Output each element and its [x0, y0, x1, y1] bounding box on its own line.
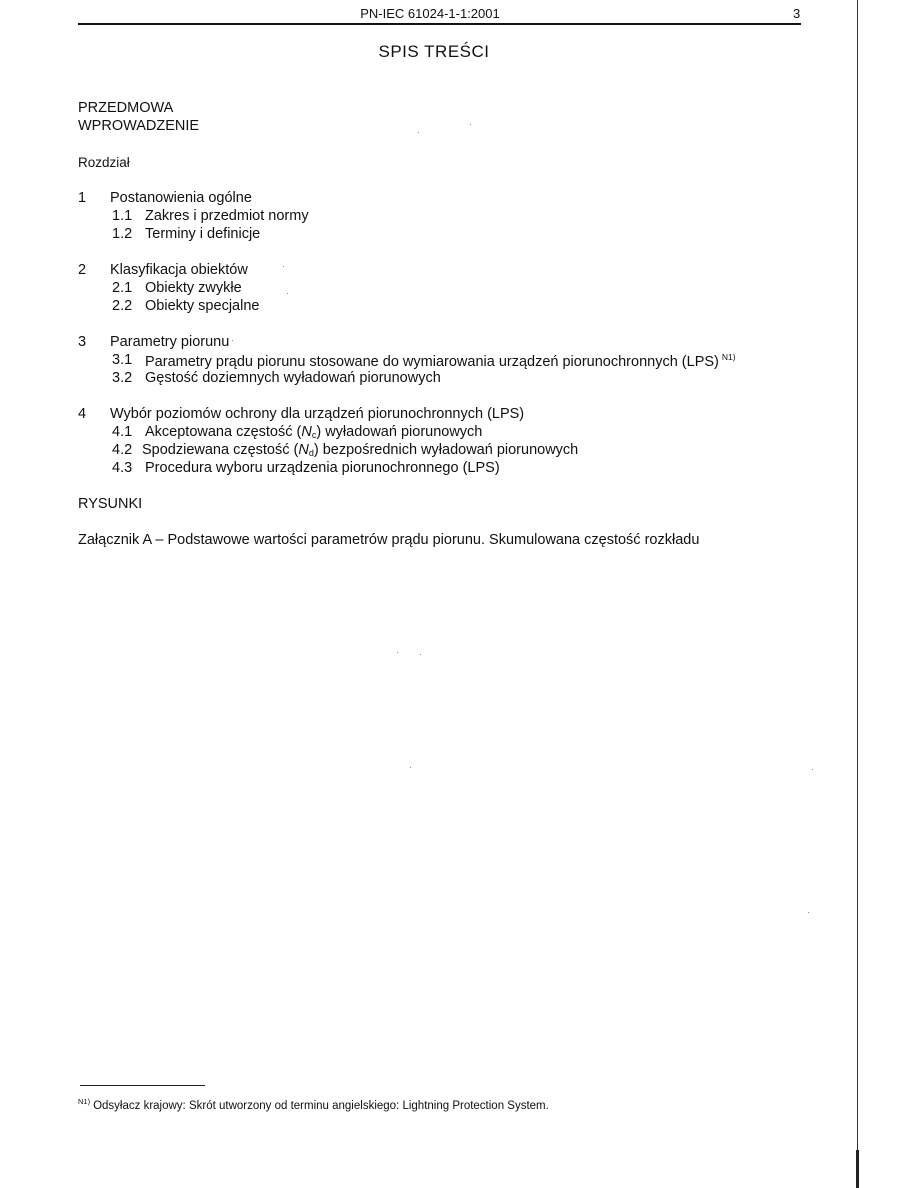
section-title: Zakres i przedmiot normy: [145, 208, 309, 224]
scan-speck: [287, 293, 288, 294]
section-title-part: Spodziewana częstość (: [142, 442, 299, 458]
section-number: 3.2: [112, 370, 133, 386]
section-number: 3.1: [112, 352, 133, 368]
footnote-reference: N1): [721, 352, 736, 362]
chapter-number: 2: [78, 262, 87, 278]
scan-speck: [812, 769, 813, 770]
scan-speck: [397, 652, 398, 653]
section-title-with-symbol: [145, 424, 482, 440]
section-title: Gęstość doziemnych wyładowań piorunowych: [145, 370, 441, 386]
footnote: [78, 1097, 549, 1112]
section-title-with-symbol: [142, 442, 578, 458]
scan-speck: [808, 912, 809, 913]
section-title-part: Akceptowana częstość (: [145, 424, 302, 440]
section-title-with-footnote: [145, 352, 736, 370]
section-title-part: ) bezpośrednich wyładowań piorunowych: [313, 442, 579, 458]
scan-edge-line: [857, 0, 858, 1188]
section-title: Obiekty zwykłe: [145, 280, 242, 296]
scan-speck: [418, 132, 419, 133]
section-number: 2.2: [112, 298, 133, 314]
symbol: N: [298, 442, 309, 458]
scan-speck: [470, 124, 471, 125]
symbol: N: [301, 424, 312, 440]
section-title: Procedura wyboru urządzenia piorunochronnego (LPS): [145, 460, 500, 476]
footnote-marker: N1): [78, 1097, 91, 1106]
chapter-number: 1: [78, 190, 87, 206]
header-document-code: PN-IEC 61024-1-1:2001: [360, 6, 500, 21]
section-number: 4.2: [112, 442, 133, 458]
section-title: Parametry prądu piorunu stosowane do wymiarowania urządzeń piorunochronnych (LPS): [145, 354, 719, 370]
section-title: Terminy i definicje: [145, 226, 261, 242]
footnote-text: Odsyłacz krajowy: Skrót utworzony od terminu angielskiego: Lightning Protection System.: [93, 1100, 549, 1112]
symbol-subscript: c: [311, 430, 317, 440]
scan-speck: [410, 767, 411, 768]
section-number: 1.2: [112, 226, 133, 242]
annex-entry: Załącznik A – Podstawowe wartości parametrów prądu piorunu. Skumulowana częstość rozkładu: [78, 532, 700, 548]
header-rule: [78, 23, 801, 25]
chapter-title: Postanowienia ogólne: [110, 190, 252, 206]
toc-entry-przedmowa: PRZEDMOWA: [78, 100, 174, 116]
figures-heading: RYSUNKI: [78, 496, 143, 512]
chapter-title: Parametry piorunu: [110, 334, 230, 350]
section-title-part: ) wyładowań piorunowych: [316, 424, 483, 440]
chapter-title: Klasyfikacja obiektów: [110, 262, 248, 278]
scan-speck: [420, 654, 421, 655]
chapter-label: Rozdział: [78, 155, 130, 170]
scan-speck: [232, 340, 233, 341]
section-title: Obiekty specjalne: [145, 298, 260, 314]
section-number: 1.1: [112, 208, 133, 224]
chapter-number: 3: [78, 334, 87, 350]
section-number: 2.1: [112, 280, 133, 296]
scan-edge-mark: [856, 1150, 859, 1188]
section-number: 4.1: [112, 424, 133, 440]
footnote-rule: [80, 1085, 205, 1086]
chapter-title: Wybór poziomów ochrony dla urządzeń piorunochronnych (LPS): [110, 406, 525, 422]
chapter-number: 4: [78, 406, 87, 422]
symbol-subscript: d: [308, 448, 314, 458]
page-title: SPIS TREŚCI: [378, 42, 490, 61]
page-number: 3: [793, 6, 801, 21]
toc-entry-wprowadzenie: WPROWADZENIE: [78, 118, 200, 134]
scan-speck: [283, 266, 284, 267]
section-number: 4.3: [112, 460, 133, 476]
